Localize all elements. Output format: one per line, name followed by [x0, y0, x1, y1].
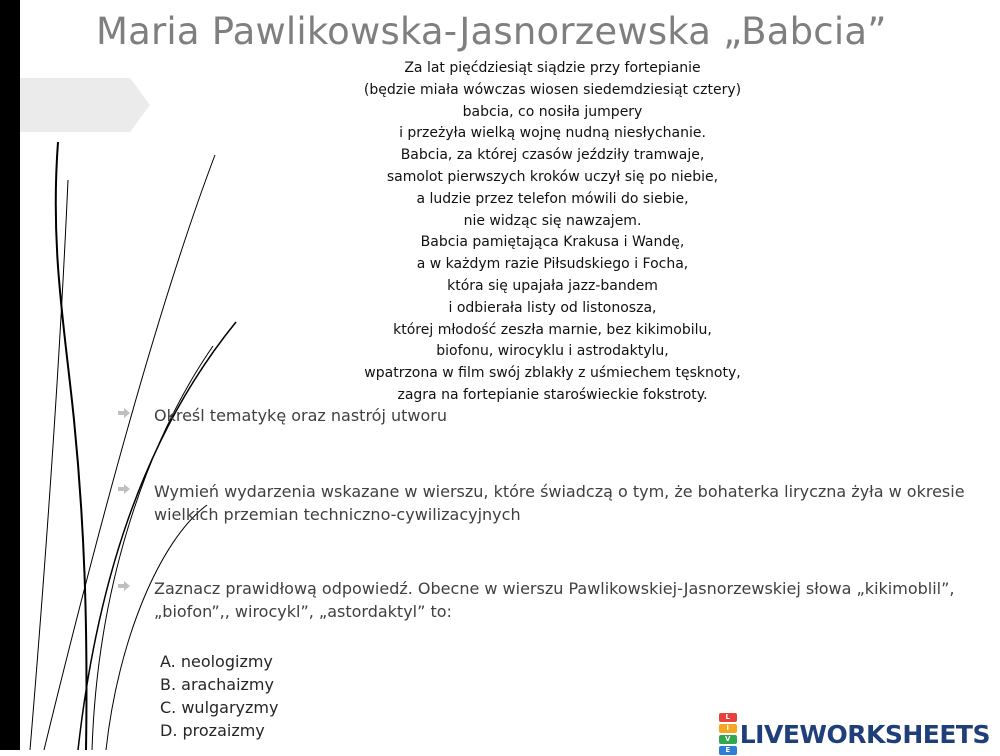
- poem-line: (będzie miała wówczas wiosen siedemdziesiąt cztery): [363, 81, 742, 98]
- poem-line: i przeżyła wielką wojnę nudną niesłychanie.: [399, 125, 706, 142]
- curve-line: [56, 142, 87, 750]
- logo-letter: E: [719, 746, 737, 755]
- poem-text: [300, 58, 805, 407]
- poem-line: Za lat pięćdziesiąt siądzie przy fortepianie: [404, 60, 701, 76]
- curve-line: [30, 180, 68, 750]
- answer-options: [160, 650, 278, 742]
- poem-line: samolot pierwszych kroków uczył się po niebie,: [386, 168, 719, 185]
- poem-line: wpatrzona w film swój zblakły z uśmiechem tęsknoty,: [364, 365, 741, 382]
- poem-line: biofonu, wirocyklu i astrodaktylu,: [436, 343, 669, 360]
- poem-line: nie widząc się nawzajem.: [463, 212, 642, 229]
- logo-letter: V: [719, 735, 737, 744]
- poem-line: która się upajała jazz-bandem: [447, 277, 658, 294]
- page-title: Maria Pawlikowska-Jasnorzewska „Babcia”: [96, 10, 887, 53]
- left-accent-bar: [0, 0, 20, 750]
- poem-line: babcia, co nosiła jumpery: [462, 103, 643, 120]
- poem-line: i odbierała listy od listonosza,: [448, 299, 657, 316]
- poem-line: Babcia, za której czasów jeździły tramwaje,: [400, 147, 705, 164]
- logo-letter: I: [719, 724, 737, 733]
- logo-letter: L: [719, 713, 737, 722]
- arrow-tab-shape: [20, 78, 150, 132]
- live-blocks-icon: [719, 712, 737, 756]
- answer-option-d[interactable]: D. prozaizmy: [160, 721, 265, 740]
- poem-line: Babcia pamiętająca Krakusa i Wandę,: [420, 234, 685, 251]
- question-text: Określ tematykę oraz nastrój utworu: [154, 406, 448, 425]
- answer-option-a[interactable]: A. neologizmy: [160, 652, 273, 671]
- brand-name: LIVEWORKSHEETS: [739, 719, 990, 749]
- poem-line: zagra na fortepianie staroświeckie fokstroty.: [397, 386, 708, 403]
- question-text: Wymień wydarzenia wskazane w wierszu, które świadczą o tym, że bohaterka liryczna żyła w okresie wielkich przemian techniczno-cywilizacyjnych: [154, 482, 965, 524]
- poem-line: a w każdym razie Piłsudskiego i Focha,: [416, 256, 689, 273]
- answer-option-b[interactable]: B. arachaizmy: [160, 675, 274, 694]
- poem-line: a ludzie przez telefon mówili do siebie,: [416, 190, 689, 207]
- poem-line: której młodość zeszła marnie, bez kikimobilu,: [393, 321, 712, 338]
- question-text: Zaznacz prawidłową odpowiedź. Obecne w wierszu Pawlikowskiej-Jasnorzewskiej słowa „kikimoblil”, „biofon”,, wirocykl”, „astordaktyl” to:: [154, 579, 955, 621]
- arrow-bullet-icon: [118, 581, 130, 591]
- liveworksheets-logo: [719, 712, 990, 756]
- answer-option-c[interactable]: C. wulgaryzmy: [160, 698, 279, 717]
- arrow-bullet-icon: [118, 408, 130, 418]
- arrow-bullet-icon: [118, 484, 130, 494]
